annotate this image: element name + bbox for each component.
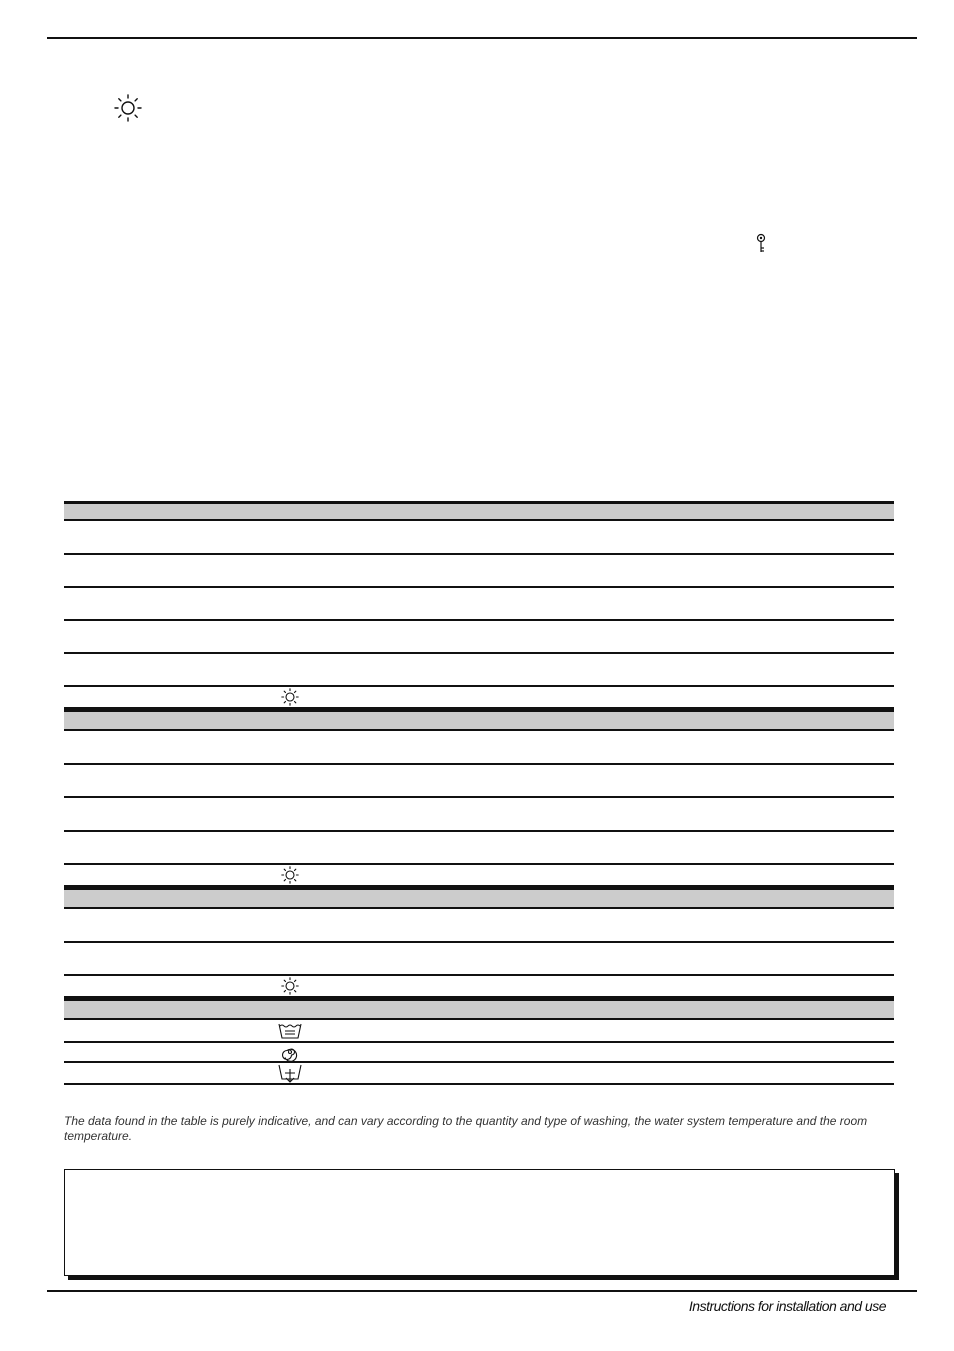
table-row [64,687,894,709]
table-row [64,976,894,998]
program-table [64,501,894,1085]
table-row [64,943,894,976]
table-row [64,765,894,798]
top-rule [47,37,917,39]
table-row [64,865,894,887]
table-section-header [64,887,894,909]
sun-icon [281,977,299,995]
table-row [64,1063,894,1085]
table-row [64,731,894,765]
table-section-header [64,501,894,521]
table-section-header [64,998,894,1020]
table-section-header [64,709,894,731]
sun-icon [281,688,299,706]
table-row [64,1020,894,1043]
sun-icon [114,94,142,127]
footer-title: Instructions for installation and use [688,1298,886,1314]
table-row [64,1043,894,1063]
table-row [64,654,894,687]
key-lock-icon [755,233,767,260]
table-note: The data found in the table is purely indicative, and can vary according to the quantity and type of washing, the water system temperature and the room temperature. [64,1114,868,1143]
table-row [64,555,894,588]
drain-icon [278,1063,302,1083]
table-row [64,909,894,943]
rinse-icon [278,1022,302,1040]
table-row [64,621,894,654]
table-row [64,798,894,832]
table-row [64,588,894,621]
spin-icon [281,1043,299,1061]
bottom-rule [47,1290,917,1292]
sun-icon [281,866,299,884]
table-row [64,521,894,555]
table-row [64,832,894,865]
notice-box [64,1169,895,1276]
